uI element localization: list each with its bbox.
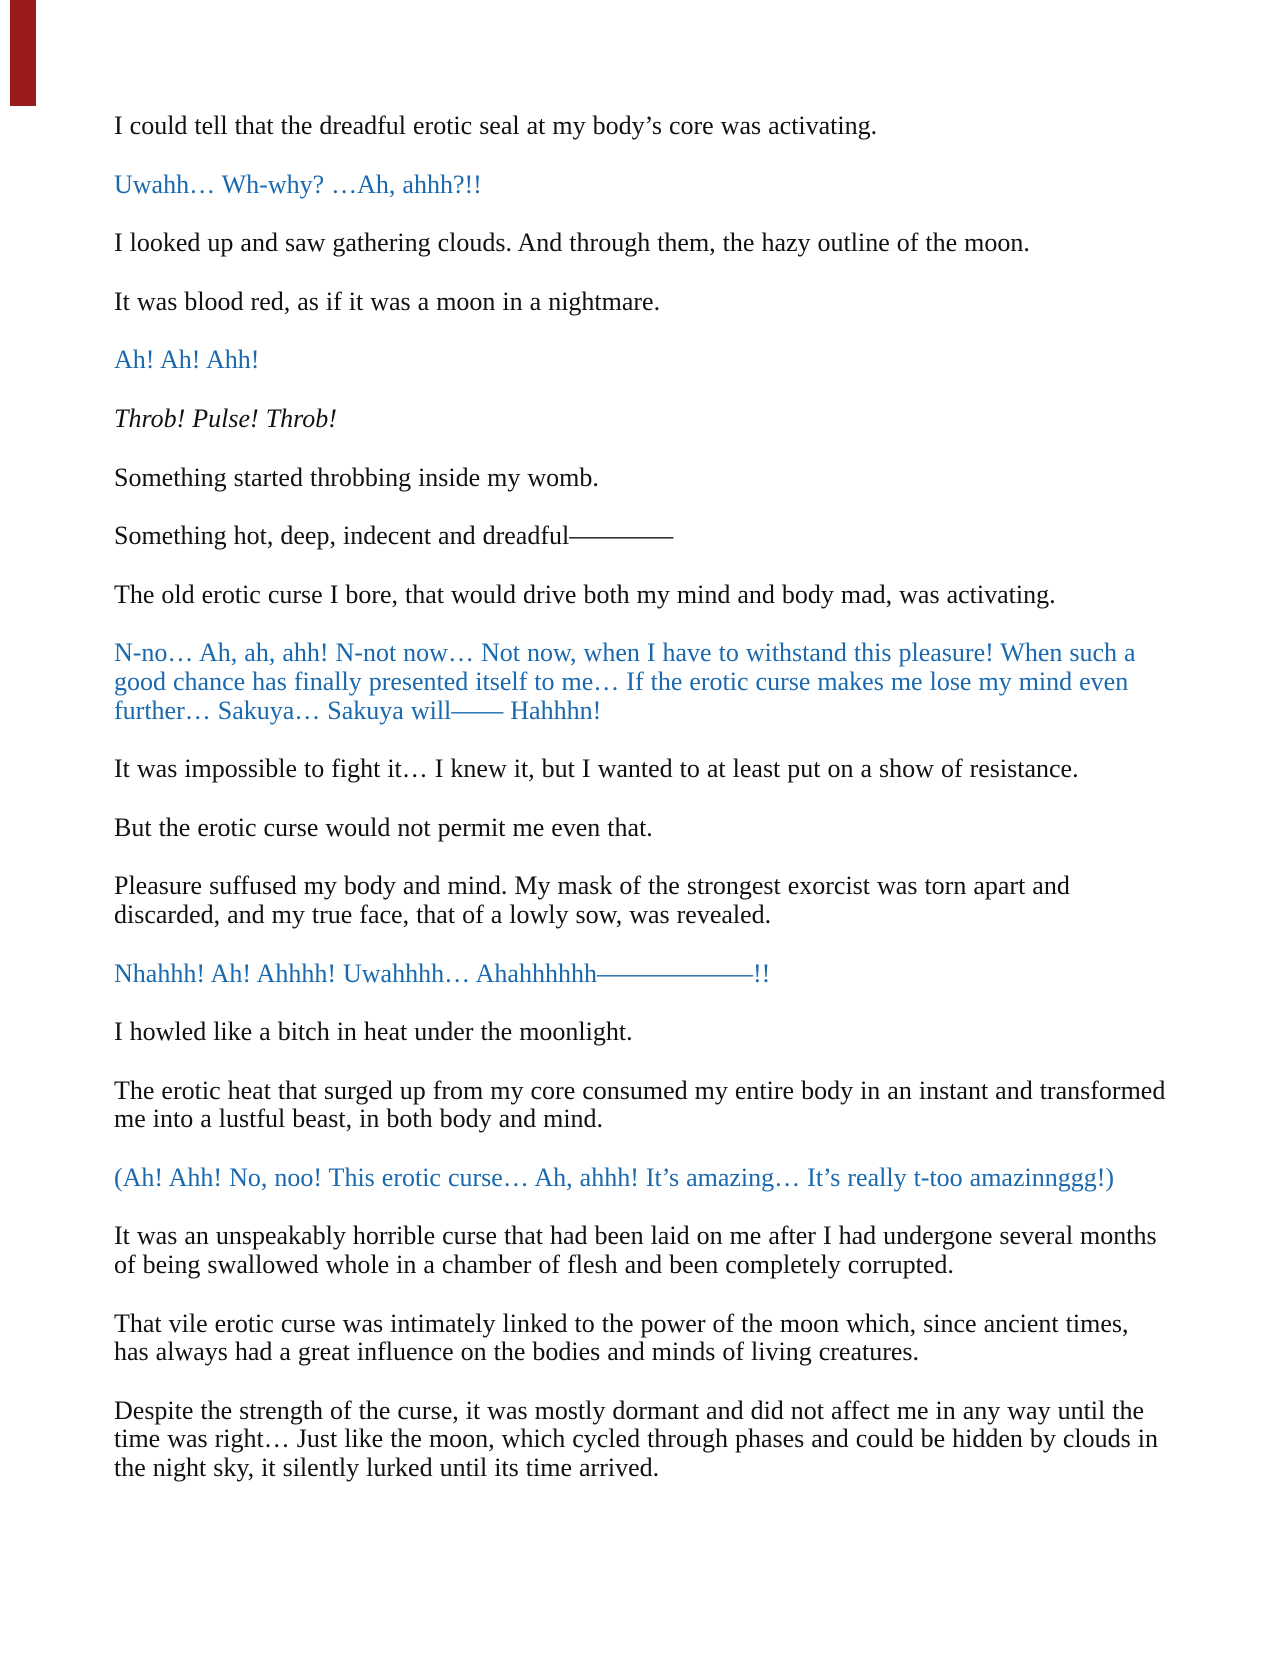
paragraph-normal: Despite the strength of the curse, it was mostly dormant and did not affect me in any way until the time was right… Just like the moon, which cycled through phases and could be hidden by clouds in the night sky, it silently lurked until its time arrived. — [114, 1395, 1158, 1483]
paragraph-dialogue: Nhahhh! Ah! Ahhhh! Uwahhhh… Ahahhhhhh——————!! — [114, 958, 771, 988]
paragraph-normal: I could tell that the dreadful erotic seal at my body’s core was activating. — [114, 111, 878, 140]
paragraph-normal: That vile erotic curse was intimately linked to the power of the moon which, since ancient times, has always had a great influence on the bodies and minds of living creatures. — [114, 1308, 1129, 1367]
paragraph-dialogue: (Ah! Ahh! No, noo! This erotic curse… Ah, ahhh! It’s amazing… It’s really t-too amazinnggg!) — [114, 1162, 1115, 1192]
paragraph-normal: I howled like a bitch in heat under the moonlight. — [114, 1017, 633, 1047]
paragraph-normal: Something started throbbing inside my womb. — [114, 462, 599, 492]
paragraph-dialogue: Uwahh… Wh-why? …Ah, ahhh?!! — [114, 169, 482, 199]
paragraph-normal: I looked up and saw gathering clouds. And through them, the hazy outline of the moon. — [114, 228, 1030, 258]
paragraph-normal: It was impossible to fight it… I knew it, but I wanted to at least put on a show of resistance. — [114, 754, 1079, 784]
paragraph-normal: It was blood red, as if it was a moon in a nightmare. — [114, 286, 661, 316]
paragraph-normal: But the erotic curse would not permit me even that. — [114, 812, 653, 842]
paragraph-normal: The old erotic curse I bore, that would drive both my mind and body mad, was activating. — [114, 579, 1056, 609]
paragraph-dialogue: N-no… Ah, ah, ahh! N-not now… Not now, when I have to withstand this pleasure! When such a good chance has finally presented itself to me… If the erotic curse makes me lose my mind even further… Sakuya… Sakuya will—— Hahhhn! — [114, 638, 1136, 725]
paragraph-normal: The erotic heat that surged up from my core consumed my entire body in an instant and transformed me into a lustful beast, in both body and mind. — [114, 1075, 1166, 1134]
document-body — [114, 112, 1168, 1513]
paragraph-normal: Something hot, deep, indecent and dreadful———— — [114, 521, 674, 551]
paragraph-sfx: Throb! Pulse! Throb! — [114, 403, 337, 433]
paragraph-normal: Pleasure suffused my body and mind. My mask of the strongest exorcist was torn apart and discarded, and my true face, that of a lowly sow, was revealed. — [114, 871, 1070, 929]
paragraph-normal: It was an unspeakably horrible curse that had been laid on me after I had undergone several months of being swallowed whole in a chamber of flesh and been completely corrupted. — [114, 1221, 1157, 1280]
red-overlay-marker — [10, 0, 36, 106]
paragraph-dialogue: Ah! Ah! Ahh! — [114, 345, 260, 375]
